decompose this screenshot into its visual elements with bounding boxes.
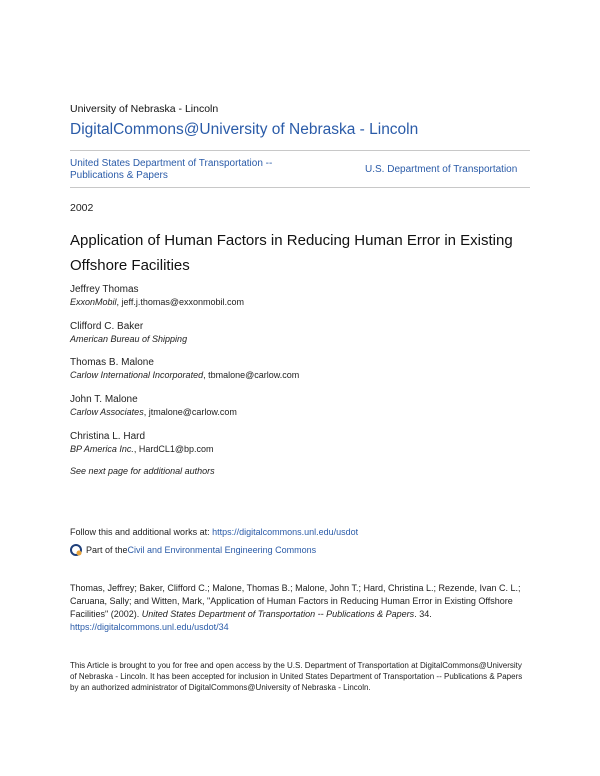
author-affiliation: American Bureau of Shipping <box>70 334 188 344</box>
citation-series: United States Department of Transportation -- Publications & Papers <box>141 609 415 619</box>
follow-link[interactable]: https://digitalcommons.unl.edu/usdot <box>212 527 359 537</box>
citation-block <box>70 582 530 634</box>
citation-text: Thomas, Jeffrey; Baker, Clifford C.; Malone, Thomas B.; Malone, John T.; Hard, Christina L.; Rezende, Ivan C. L.; Caruana, Sally; and Witten, Mark, "Application of Human Factors in Reducing Human Error in Existing Offshore Facilities" (2002). <box>70 583 521 619</box>
series-link-right[interactable]: U.S. Department of Transportation <box>365 164 518 175</box>
citation-number: . 34. <box>414 609 432 619</box>
author-affiliation: BP America Inc. <box>70 444 134 454</box>
author-block <box>70 430 214 456</box>
follow-line <box>70 527 358 537</box>
divider-top <box>70 150 530 151</box>
author-affiliation: Carlow International Incorporated <box>70 370 204 380</box>
author-block <box>70 393 237 419</box>
author-affiliation-line <box>70 406 237 419</box>
publication-year: 2002 <box>70 202 94 214</box>
access-notice: This Article is brought to you for free and open access by the U.S. Department of Transportation at DigitalCommons@University of Nebraska - Lincoln. It has been accepted for inclusion in United States Department of Transportation -- Publications & Papers by an authorized administrator of DigitalCommons@University of Nebraska - Lincoln. <box>70 661 523 692</box>
author-name: Thomas B. Malone <box>70 357 154 368</box>
citation-url[interactable]: https://digitalcommons.unl.edu/usdot/34 <box>70 622 229 632</box>
part-of-line <box>70 544 316 556</box>
network-icon <box>70 544 82 556</box>
commons-link[interactable]: Civil and Environmental Engineering Commons <box>127 545 317 555</box>
see-next-page-note: See next page for additional authors <box>70 466 215 476</box>
author-name: John T. Malone <box>70 394 138 405</box>
author-email: , tbmalone@carlow.com <box>203 370 300 380</box>
author-block <box>70 320 187 346</box>
author-affiliation: ExxonMobil <box>70 297 117 307</box>
author-affiliation-line <box>70 296 244 309</box>
divider-bottom <box>70 187 530 188</box>
series-link-left[interactable]: United States Department of Transportation -- Publications & Papers <box>70 158 273 181</box>
author-affiliation: Carlow Associates <box>70 407 144 417</box>
author-affiliation-line <box>70 333 187 346</box>
author-affiliation-line <box>70 443 214 456</box>
follow-prefix: Follow this and additional works at: <box>70 527 213 537</box>
author-block <box>70 283 244 309</box>
article-title: Application of Human Factors in Reducing Human Error in Existing Offshore Facilities <box>70 232 513 274</box>
author-email: , jtmalone@carlow.com <box>143 407 237 417</box>
author-block <box>70 356 299 382</box>
author-email: , jeff.j.thomas@exxonmobil.com <box>116 297 245 307</box>
part-of-prefix: Part of the <box>86 545 128 555</box>
author-email: , HardCL1@bp.com <box>133 444 214 454</box>
author-affiliation-line <box>70 369 299 382</box>
repository-name[interactable]: DigitalCommons@University of Nebraska - Lincoln <box>70 121 419 138</box>
author-name: Christina L. Hard <box>70 431 146 442</box>
author-name: Jeffrey Thomas <box>70 284 139 295</box>
author-name: Clifford C. Baker <box>70 321 144 332</box>
institution-name: University of Nebraska - Lincoln <box>70 103 219 115</box>
